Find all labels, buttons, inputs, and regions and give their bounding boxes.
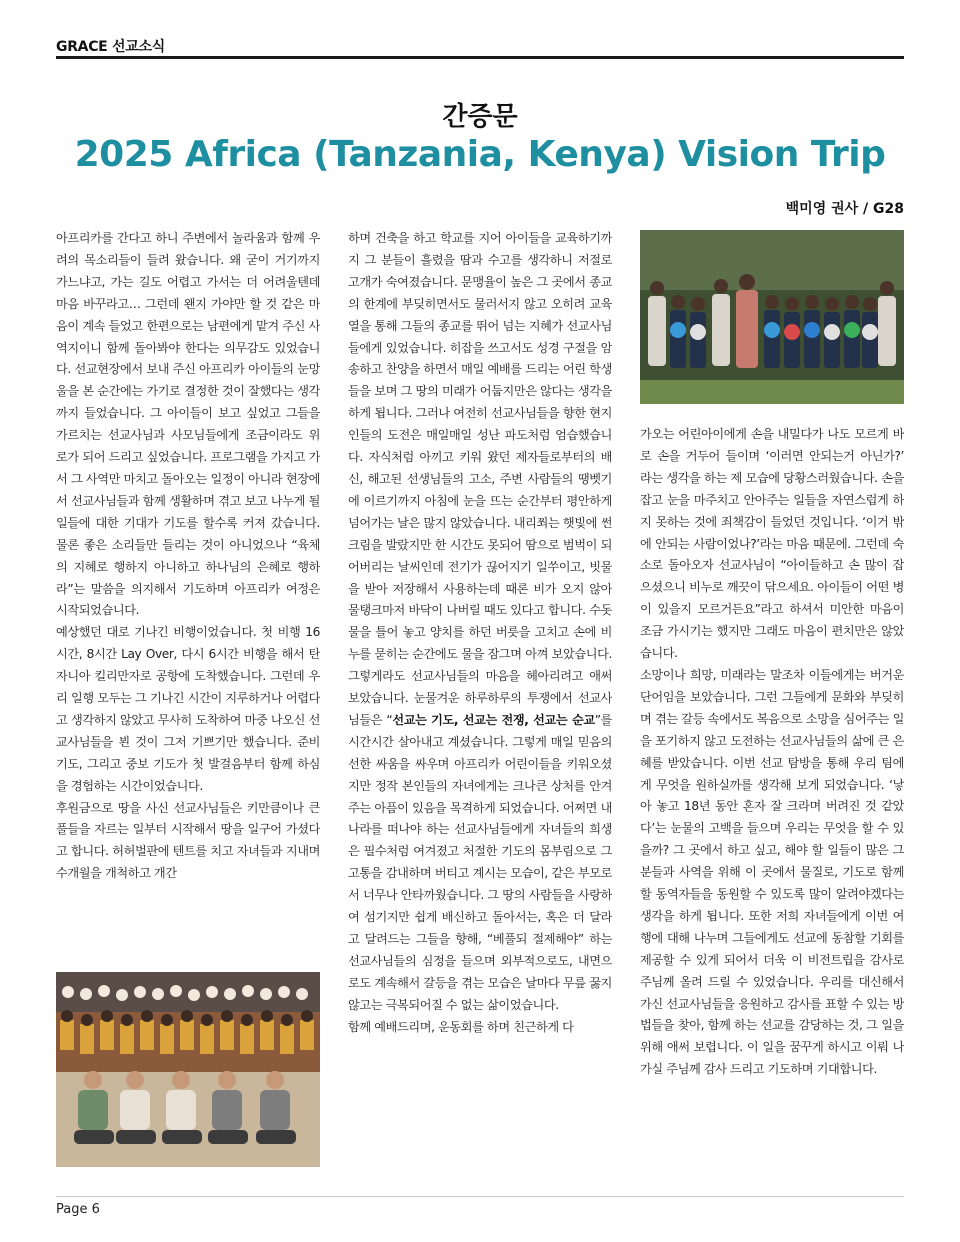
photo-team-with-students — [640, 230, 904, 404]
paragraph — [348, 228, 612, 1017]
paragraph: 가오는 어린아이에게 손을 내밀다가 나도 모르게 바로 손을 거두어 들이며 ‘이러면 안되는거 아닌가?’ 라는 생각을 하는 제 모습에 당황스러웠습니다. 손을 잡고 눈을 마주치고 안아주는 일들을 자연스럽게 하지 못하는 것에 죄책감이 들었던 것입니다. ‘이거 밖에 안되는 사람이었나?’라는 마음 때문에. 그런데 숙소로 돌아오자 선교사님이 “아이들하고 손 많이 잡으셨으니 비누로 깨끗이 닦으세요. 아이들이 어떤 병이 있을지 모르거든요”라고 하셔서 미안한 마음이 조금 가시기는 했지만 그래도 마음이 편치만은 않았습니다. — [640, 427, 904, 661]
paragraph-text: ”를 시간시간 살아내고 계셨습니다. 그렇게 매일 믿음의 선한 싸움을 싸우며 아프리카 어린이들을 키워오셨지만 정작 본인들의 자녀에게는 크나큰 상처를 안겨주는 아픔이 있음을 목격하게 되었습니다. 어쩌면 내 나라를 떠나야 하는 선교사님들에게 자녀들의 희생은 필수처럼 여겨졌고 처절한 기도의 몸부림으로 그 고통을 감내하며 버티고 계시는 모습이, 같은 부모로서 너무나 안타까웠습니다. 그 땅의 사람들을 사랑하여 섬기지만 쉽게 배신하고 돌아서는, 혹은 더 달라고 달려드는 그들을 향해, “베풀되 절제해야” 하는 선교사님들의 심정을 들으며 외부적으로도, 내면으로도 계속해서 갈등을 겪는 모습은 날마다 무릎 꿇지 않고는 극복되어질 수 없는 삶이었습니다. — [348, 712, 612, 1012]
text-column-2 — [348, 228, 612, 1178]
emphasis-text: 선교는 기도, 선교는 전쟁, 선교는 순교 — [392, 712, 595, 727]
photo-illustration — [640, 230, 904, 404]
photo-students-gathering — [56, 972, 320, 1167]
article-title: 2025 Africa (Tanzania, Kenya) Vision Trip — [74, 134, 886, 175]
article-byline: 백미영 권사 / G28 — [785, 201, 904, 217]
page-number: Page 6 — [56, 1202, 100, 1217]
paragraph: 함께 예배드리며, 운동회를 하며 친근하게 다 — [348, 1019, 574, 1034]
page-header — [56, 32, 904, 62]
paragraph: 후원금으로 땅을 사신 선교사님들은 키만큼이나 큰 풀들을 자르는 일부터 시작해서 땅을 일구어 가셨다고 합니다. 허허벌판에 텐트를 치고 자녀들과 지내며 수개월을 개척하고 개간 — [56, 800, 320, 881]
header-divider — [56, 56, 904, 59]
paragraph: 예상했던 대로 기나긴 비행이었습니다. 첫 비행 16시간, 8시간 Lay Over, 다시 6시간 비행을 해서 탄자니아 킬리만자로 공항에 도착했습니다. 그런데 우리 일행 모두는 그 기나긴 시간이 지루하거나 어렵다고 생각하지 않았고 무사히 도착하여 마중 나오신 선교사님들을 뵌 것이 그저 기쁘기만 했습니다. 준비 기도, 그리고 중보 기도가 첫 발걸음부터 함께 하심을 경험하는 시간이었습니다. — [56, 625, 320, 793]
photo-illustration — [56, 972, 320, 1167]
text-column-1 — [56, 228, 320, 968]
footer-divider — [56, 1196, 904, 1197]
paragraph-text: 하며 건축을 하고 학교를 지어 아이들을 교육하기까지 그 분들이 흘렸을 땀과 수고를 생각하니 저절로 고개가 숙여졌습니다. 문맹율이 높은 그 곳에서 종교의 한계에 부딪히면서도 물러서지 않고 오히려 교육열을 통해 그들의 종교를 뛰어 넘는 지혜가 선교사님들에게 있었습니다. 히잡을 쓰고서도 성경 구절을 암송하고 찬양을 하면서 매일 예배를 드리는 어린 학생들을 보며 그 땅의 미래가 어둡지만은 않다는 생각을 하게 됩니다. 그러나 여전히 선교사님들을 향한 현지인들의 도전은 매일매일 성난 파도처럼 엄습했습니다. 자식처럼 아끼고 키워 왔던 제자들로부터의 배신, 해고된 선생님들의 고소, 주변 사람들의 땡벳기에 이르기까지 아침에 눈을 뜨는 순간부터 평안하게 넘어가는 날은 많지 않았습니다. 내리쬐는 햇빛에 썬크림을 발랐지만 한 시간도 못되어 땀으로 범벅이 되어버리는 날씨인데 전기가 끊어지기 일쑤이고, 빗물을 받아 저장해서 사용하는데 때론 비가 오지 않아 물탱크마저 바닥이 나버릴 때도 있다고 합니다. 수돗물을 틀어 놓고 양치를 하던 버릇을 고치고 손에 비누를 묻히는 순간에도 물을 잠그며 아껴 보았습니다. 그렇게라도 선교사님들의 마음을 헤아리려고 애써 보았습니다. 눈물겨운 하루하루의 투쟁에서 선교사님들은 “ — [348, 231, 612, 727]
text-column-3 — [640, 424, 904, 1174]
paragraph: 아프리카를 간다고 하니 주변에서 놀라움과 함께 우려의 목소리들이 들려 왔습니다. 왜 굳이 거기까지 가느냐고, 가는 길도 어렵고 가서는 더 어려울텐데 마음 바꾸라고… 그런데 왠지 가야만 할 것 같은 마음이 계속 들었고 한편으로는 남편에게 맡겨 주신 사역지이니 함께 돌아봐야 한다는 의무감도 있었습니다. 선교현장에서 보내 주신 아프리카 아이들의 눈망울을 본 순간에는 가기로 결정한 것이 잘했다는 생각까지 들었습니다. 그 아이들이 보고 싶었고 그들을 가르치는 선교사님과 사모님들에게 조금이라도 위로가 되어 드리고 싶었습니다. 프로그램을 가지고 가서 그 사역만 마치고 돌아오는 일정이 아니라 현장에서 선교사님들과 함께 생활하며 겪고 보고 나누게 될 일들에 대한 기대가 기도를 할수록 커져 갔습니다. 물론 좋은 소리들만 들리는 것이 아니었으나 “육체의 지혜로 행하지 아니하고 하나님의 은혜로 행하라”는 말씀을 의지해서 기도하며 아프리카 여정은 시작되었습니다. — [56, 231, 320, 618]
magazine-brand: GRACE 선교소식 — [56, 39, 165, 55]
paragraph: 소망이나 희망, 미래라는 말조차 이들에게는 버거운 단어임을 보았습니다. 그런 그들에게 문화와 부딪히며 겪는 갈등 속에서도 복음으로 소망을 심어주는 일을 포기하지 않고 도전하는 선교사님들의 삶에 큰 은혜를 받았습니다. 이번 선교 탐방을 통해 우리 팀에게 무엇을 원하실까를 생각해 보게 되었습니다. ‘낳아 놓고 18년 동안 혼자 잘 크라며 버려진 것 같았다’는 눈물의 고백을 들으며 우리는 무엇을 할 수 있을까? 그 곳에서 하고 싶고, 해야 할 일들이 많은 그 분들과 사역을 위해 이 곳에서 물질로, 기도로 함께할 동역자들을 동원할 수 있도록 많이 알려야겠다는 생각을 하게 됩니다. 또한 저희 자녀들에게 이번 여행에 대해 나누며 그들에게도 선교에 동참할 기회를 제공할 수 있게 되어서 더욱 이 비전트립을 감사로 주님께 올려 드릴 수 있었습니다. 우리를 대신해서 가신 선교사님들을 응원하고 감사를 표할 수 있는 방법들을 찾아, 함께 하는 선교를 감당하는 것, 그 일을 위해 애써 보렵니다. 이 일을 꿈꾸게 하시고 이뤄 나가실 주님께 감사 드리고 기도하며 기대합니다. — [640, 667, 904, 1077]
article-kicker: 간증문 — [442, 102, 518, 132]
